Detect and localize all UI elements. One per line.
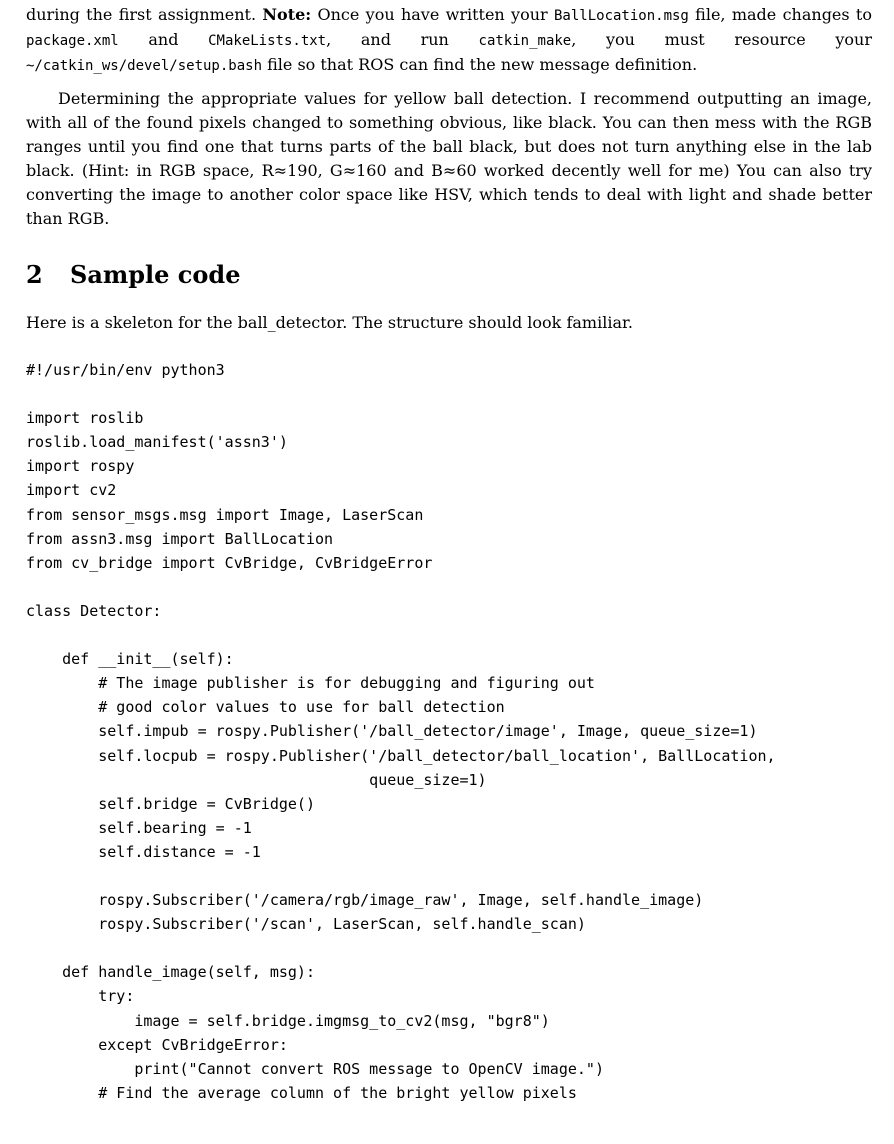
filename-ballocation-msg: BallLocation.msg xyxy=(554,8,689,24)
note-label: Note: xyxy=(262,5,312,24)
intro-text: , you must resource your xyxy=(571,30,878,49)
intro-text: during the first assignment. xyxy=(26,5,263,24)
filename-cmakelists: CMakeLists.txt xyxy=(208,33,327,49)
intro-text: file so that ROS can find the new message definition. xyxy=(262,55,698,74)
skeleton-intro: Here is a skeleton for the ball_detector. The structure should look familiar. xyxy=(26,313,633,332)
filename-package-xml: package.xml xyxy=(26,33,119,49)
intro-text: Once you have written your xyxy=(311,5,554,24)
code-listing: #!/usr/bin/env python3 import roslib roslib.load_manifest('assn3') import rospy import cv2 from sensor_msgs.msg import Image, LaserScan from assn3.msg import BallLocation from cv_bridge import CvBridge, CvBridgeError class Detector: def __init__(self): # The image publisher is for debugging and figuring out # good color values to use for ball detection self.impub = rospy.Publisher('/ball_detector/image', Image, queue_size=1) self.locpub = rospy.Publisher('/ball_detector/ball_location', BallLocation, queue_size=1) self.bridge = CvBridge() self.bearing = -1 self.distance = -1 rospy.Subscriber('/camera/rgb/image_raw', Image, self.handle_image) rospy.Subscriber('/scan', LaserScan, self.handle_scan) def handle_image(self, msg): try: image = self.bridge.imgmsg_to_cv2(msg, "bgr8") except CvBridgeError: print("Cannot convert ROS message to OpenCV image.") # Find the average column of the bright yellow pixels xyxy=(26,361,776,1102)
detection-paragraph: Determining the appropriate values for yellow ball detection. I recommend outputting an image, with all of the found pixels changed to something obvious, like black. You can then mess with the RGB ranges until you find one that turns parts of the ball black, but does not turn anything else in the lab black. (Hint: in RGB space, R≈190, G≈160 and B≈60 worked decently well for me) You can also try converting the image to another color space like HSV, which tends to deal with light and shade better than RGB. xyxy=(26,89,878,228)
command-catkin-make: catkin_make xyxy=(478,33,572,49)
intro-text: , and run xyxy=(326,30,479,49)
path-setup-bash: ~/catkin_ws/devel/setup.bash xyxy=(26,58,263,74)
section-number: 2 xyxy=(26,260,43,289)
section-title: Sample code xyxy=(70,260,241,289)
intro-paragraph xyxy=(26,3,878,78)
intro-text: file, made changes to xyxy=(688,5,878,24)
section-heading xyxy=(26,259,240,291)
intro-text: and xyxy=(118,30,209,49)
